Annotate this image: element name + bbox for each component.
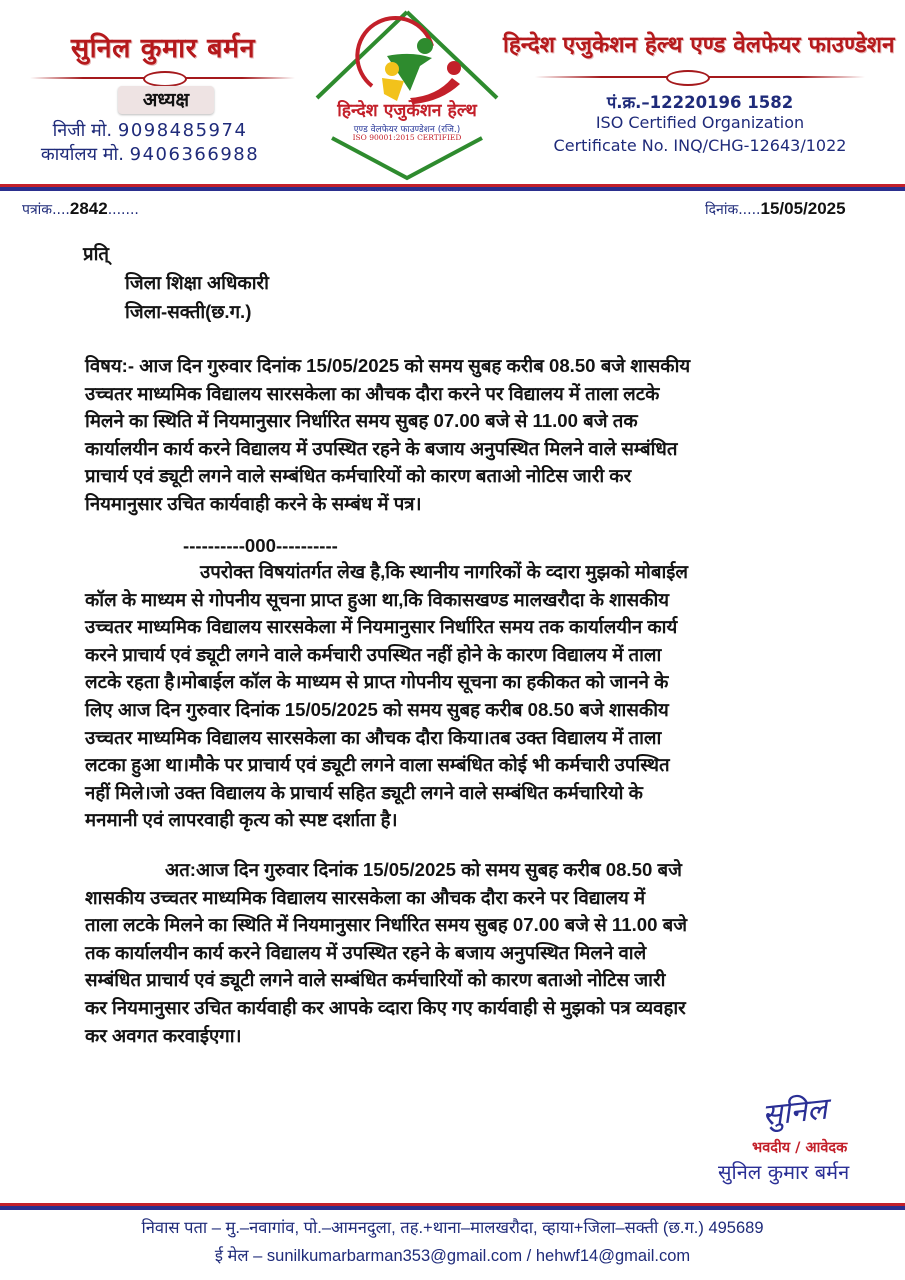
subject-line: प्राचार्य एवं ड्यूटी लगने वाले सम्बंधित कर्मचारियों को कारण बताओ नोटिस जारी कर <box>85 465 632 487</box>
header-divider-blue <box>0 187 905 191</box>
personal-mobile-number: 9098485974 <box>117 120 248 141</box>
signatory-name: सुनिल कुमार बर्मन <box>718 1160 850 1184</box>
paragraph-line: उच्चतर माध्यमिक विद्यालय सारसकेला में नियमानुसार निर्धारित समय तक कार्यालयीन कार्य <box>85 616 678 638</box>
paragraph-line: तक कार्यालयीन कार्य करने विद्यालय में उपस्थित रहने के बजाय अनुपस्थित मिलने वाले <box>85 941 647 963</box>
paragraph-line: उपरोक्त विषयांतर्गत लेख है,कि स्थानीय नागरिकों के व्दारा मुझको मोबाईल <box>200 561 688 582</box>
handwritten-signature: सुनिल <box>760 1091 829 1134</box>
president-name: सुनिल कुमार बर्मन <box>70 33 256 64</box>
paragraph-line: लटका हुआ था।मौके पर प्राचार्य एवं ड्यूटी लगने वाला सम्बंधित कोई भी कर्मचारी उपस्थित <box>85 754 670 776</box>
subject-line: विषय:- आज दिन गुरुवार दिनांक 15/05/2025 को समय सुबह करीब 08.50 बजे शासकीय <box>85 355 691 376</box>
subject-block <box>85 352 690 518</box>
recipient-line-2: जिला-सक्ती(छ.ग.) <box>125 301 252 322</box>
foundation-logo <box>292 6 522 181</box>
paragraph-line: नहीं मिले।जो उक्त विद्यालय के प्राचार्य सहित ड्यूटी लगने वाले सम्बंधित कर्मचारियो के <box>85 781 643 803</box>
paragraph-line: सम्बंधित प्राचार्य एवं ड्यूटी लगने वाले सम्बंधित कर्मचारियों को कारण बताओ नोटिस जारी <box>85 969 666 991</box>
recipient-line-1: जिला शिक्षा अधिकारी <box>125 272 269 293</box>
paragraph-line: कर अवगत करवाईएगा। <box>85 1024 242 1046</box>
footer-address: निवास पता – मु.–नवागांव, पो.–आमनदुला, तह.+थाना–मालखरौदा, व्हाया+जिला–सक्ती (छ.ग.) 495689 <box>141 1219 764 1237</box>
letter-number-label: पत्रांक <box>22 202 53 218</box>
dots: ....... <box>107 202 139 218</box>
section-divider: ----------000---------- <box>183 535 338 556</box>
paragraph-line: करने प्राचार्य एवं ड्यूटी लगने वाले कर्मचारी उपस्थित नहीं होने के कारण विद्यालय में ताला <box>85 643 662 665</box>
organization-name: हिन्देश एजुकेशन हेल्थ एण्ड वेलफेयर फाउण्डेशन <box>503 32 895 58</box>
subject-line: नियमानुसार उचित कार्यवाही करने के सम्बंध में पत्र। <box>85 492 422 514</box>
registration-number: पं.क्र.–12220196 1582 <box>606 93 794 112</box>
paragraph-line: अत:आज दिन गुरुवार दिनांक 15/05/2025 को समय सुबह करीब 08.50 बजे <box>165 859 682 880</box>
dots: .... <box>52 202 70 218</box>
dots: ..... <box>738 202 761 218</box>
footer-divider-blue <box>0 1206 905 1210</box>
paragraph-line: उच्चतर माध्यमिक विद्यालय सारसकेला का औचक दौरा किया।तब उक्त विद्यालय में ताला <box>85 726 662 748</box>
date-field <box>705 199 846 219</box>
logo-title: हिन्देश एजुकेशन हेल्थ <box>337 101 477 121</box>
footer-email: ई मेल – sunilkumarbarman353@gmail.com / hehwf14@gmail.com <box>214 1247 691 1265</box>
paragraph-line: शासकीय उच्चतर माध्यमिक विद्यालय सारसकेला का औचक दौरा करने पर विद्यालय में <box>85 886 646 908</box>
subject-line: मिलने का स्थिति में नियमानुसार निर्धारित समय सुबह 07.00 बजे से 11.00 बजे तक <box>85 410 638 432</box>
paragraph-line: लिए आज दिन गुरुवार दिनांक 15/05/2025 को समय सुबह करीब 08.50 बजे शासकीय <box>85 698 669 720</box>
paragraph-line: लटके रहता है।मोबाईल कॉल के माध्यम से प्राप्त गोपनीय सूचना का हकीकत को जानने के <box>85 671 669 693</box>
certificate-number: Certificate No. INQ/CHG-12643/1022 <box>553 136 847 155</box>
recipient-prefix: प्रति् <box>83 243 109 264</box>
office-mobile-label: कार्यालय मो. <box>40 144 124 165</box>
ornament-knot-left <box>143 71 187 87</box>
subject-line: उच्चतर माध्यमिक विद्यालय सारसकेला का औचक दौरा करने पर विद्यालय में ताला लटके <box>85 382 660 404</box>
paragraph-line: मनमानी एवं लापरवाही कृत्य को स्पष्ट दर्शाता है। <box>85 809 398 831</box>
iso-organization: ISO Certified Organization <box>595 113 805 132</box>
letter-number-value: 2842 <box>69 199 108 218</box>
office-mobile <box>0 142 300 166</box>
paragraph-line: कॉल के माध्यम से गोपनीय सूचना प्राप्त हुआ था,कि विकासखण्ड मालखरौदा के शासकीय <box>85 588 670 610</box>
ornament-knot-right <box>666 70 710 86</box>
personal-mobile-label: निजी मो. <box>52 120 113 141</box>
personal-mobile <box>0 118 300 142</box>
logo-certification: ISO 90001:2015 CERTIFIED <box>352 133 462 142</box>
date-value: 15/05/2025 <box>760 199 846 218</box>
office-mobile-number: 9406366988 <box>129 144 260 165</box>
logo-subtitle: एण्ड वेलफेयर फाउण्डेशन (रजि.) <box>353 125 461 135</box>
paragraph-2 <box>85 856 687 1049</box>
letter-number-field <box>22 199 139 219</box>
date-label: दिनांक <box>705 202 739 218</box>
paragraph-1 <box>85 558 688 834</box>
designation-badge: अध्यक्ष <box>118 86 214 114</box>
signature-closing: भवदीय / आवेदक <box>752 1140 848 1156</box>
subject-line: कार्यालयीन कार्य करने विद्यालय में उपस्थित रहने के बजाय अनुपस्थित मिलने वाले सम्बंधित <box>85 437 678 459</box>
paragraph-line: कर नियमानुसार उचित कार्यवाही कर आपके व्दारा किए गए कार्यवाही से मुझको पत्र व्यवहार <box>85 996 686 1018</box>
logo-emblem-icon <box>292 6 522 181</box>
paragraph-line: ताला लटके मिलने का स्थिति में नियमानुसार निर्धारित समय सुबह 07.00 बजे से 11.00 बजे <box>85 914 687 936</box>
